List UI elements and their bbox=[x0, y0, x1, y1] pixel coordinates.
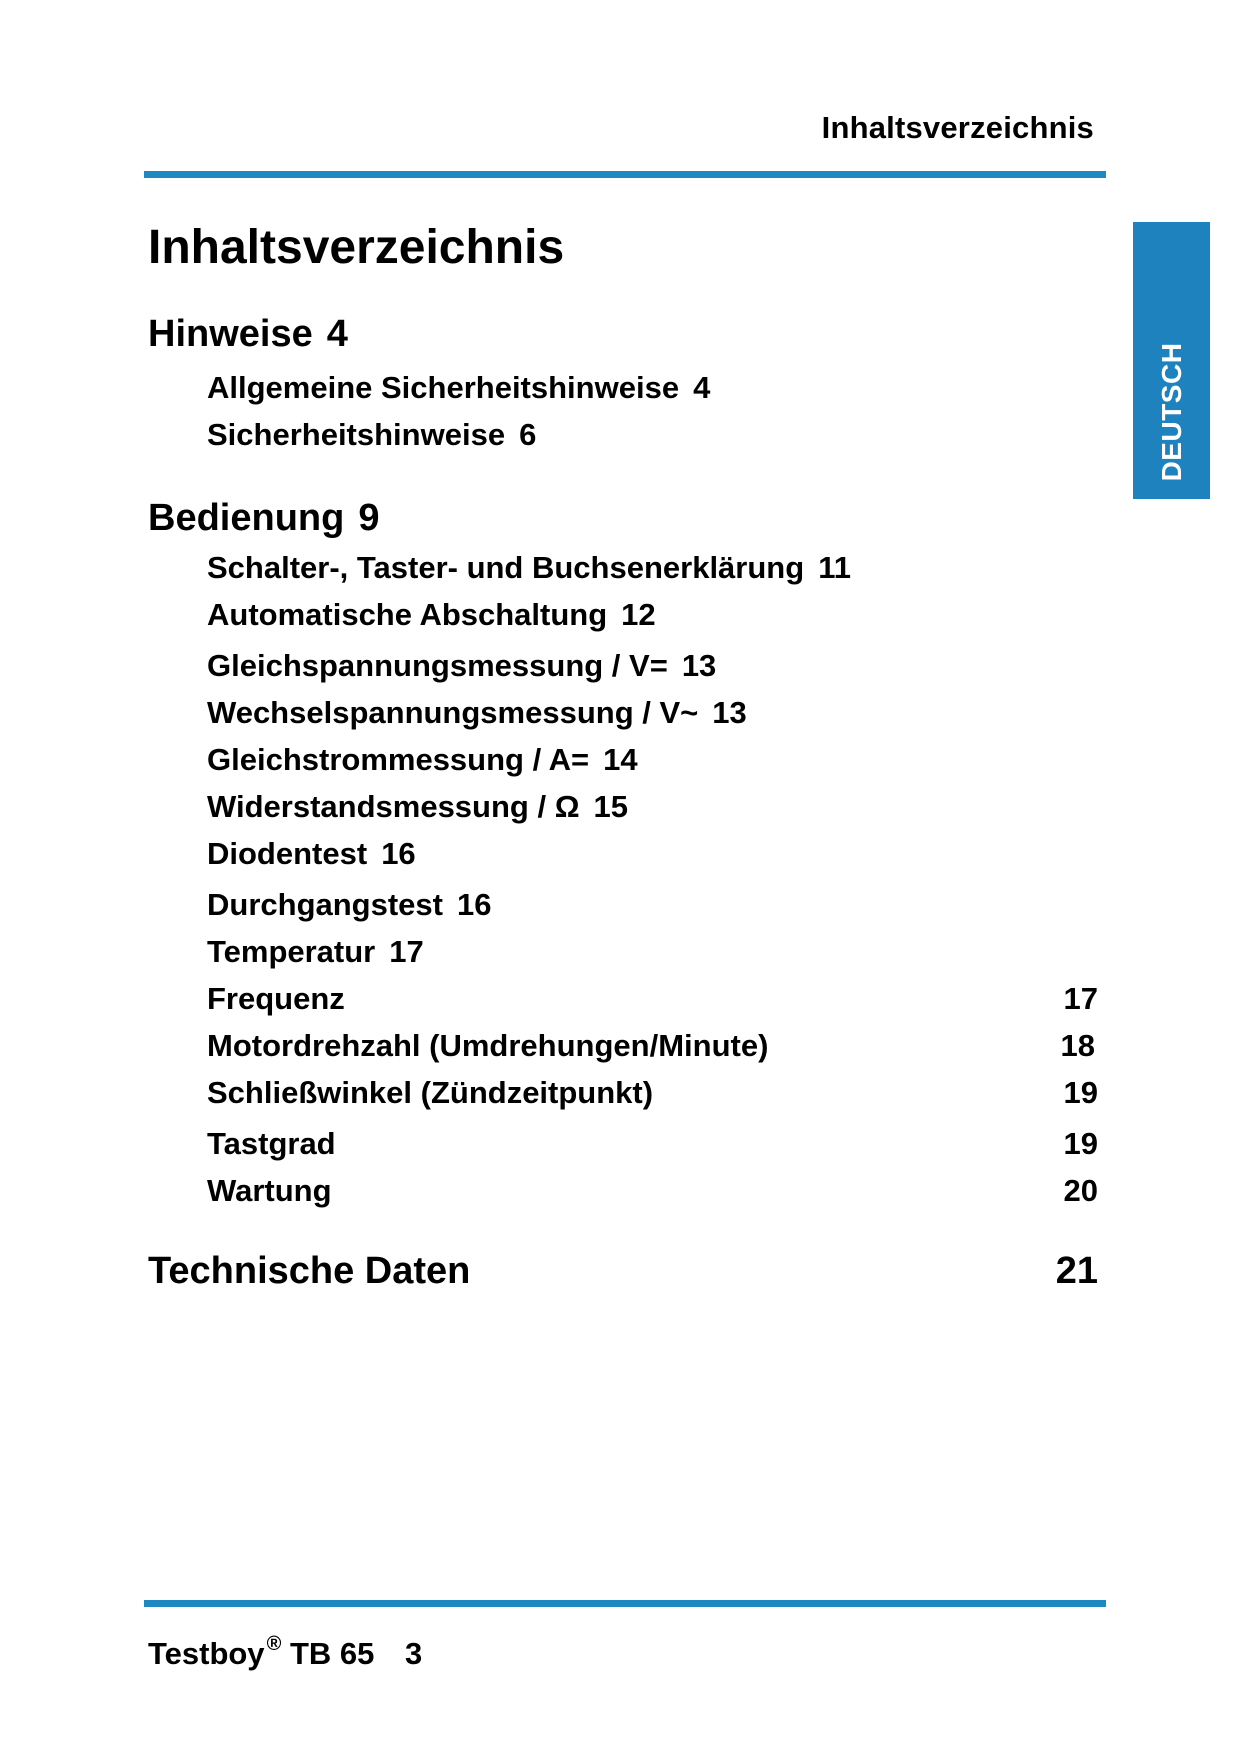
page-title: Inhaltsverzeichnis bbox=[148, 221, 565, 274]
toc-entry[interactable] bbox=[207, 789, 628, 825]
toc-entry-label: Wartung bbox=[207, 1173, 332, 1208]
toc-entry-label: Allgemeine Sicherheitshinweise bbox=[207, 370, 680, 405]
language-tab[interactable] bbox=[1133, 222, 1210, 499]
toc-entry-label: Frequenz bbox=[207, 981, 345, 1016]
toc-section-title: Bedienung bbox=[148, 497, 345, 539]
toc-entry-page: 16 bbox=[456, 887, 492, 922]
footer-model: TB 65 bbox=[289, 1636, 375, 1671]
running-header: Inhaltsverzeichnis bbox=[821, 110, 1094, 145]
toc-entry-page: 12 bbox=[621, 597, 656, 632]
footer-rule bbox=[144, 1600, 1106, 1607]
toc-entry-label: Temperatur bbox=[207, 934, 376, 969]
toc-entry[interactable] bbox=[207, 1028, 768, 1064]
toc-entry-label: Automatische Abschaltung bbox=[207, 597, 608, 632]
toc-entry-label: Widerstandsmessung / Ω bbox=[207, 789, 580, 824]
toc-entry[interactable] bbox=[207, 981, 345, 1017]
toc-entry-label: Gleichstrommessung / A= bbox=[207, 742, 590, 777]
toc-entry-page: 17 bbox=[389, 934, 424, 969]
toc-section-page: 21 bbox=[1055, 1250, 1098, 1292]
toc-section-title: Technische Daten bbox=[148, 1250, 471, 1292]
toc-entry-page: 19 bbox=[1063, 1075, 1098, 1110]
toc-entry-page: 18 bbox=[1060, 1028, 1095, 1063]
footer bbox=[148, 1633, 422, 1672]
toc-entry-page: 16 bbox=[381, 836, 416, 871]
toc-entry[interactable] bbox=[207, 836, 416, 872]
footer-brand: Testboy bbox=[148, 1636, 265, 1671]
toc-entry-label: Wechselspannungsmessung / V~ bbox=[207, 695, 699, 730]
toc-entry[interactable] bbox=[207, 597, 656, 633]
toc-entry-label: Motordrehzahl (Umdrehungen/Minute) bbox=[207, 1028, 769, 1063]
toc-entry-page: 11 bbox=[818, 550, 851, 585]
header-rule bbox=[144, 171, 1106, 178]
toc-entry-label: Sicherheitshinweise bbox=[207, 417, 506, 452]
toc-section-bedienung[interactable] bbox=[148, 497, 379, 540]
toc-section-technische-daten[interactable] bbox=[148, 1250, 470, 1293]
toc-entry-page: 13 bbox=[681, 648, 717, 683]
toc-entry[interactable] bbox=[207, 370, 710, 406]
toc-entry[interactable] bbox=[207, 1173, 332, 1209]
toc-entry-label: Tastgrad bbox=[207, 1126, 336, 1161]
toc-entry[interactable] bbox=[207, 417, 536, 453]
toc-section-page: 4 bbox=[326, 313, 348, 355]
toc-entry[interactable] bbox=[207, 648, 716, 684]
language-tab-label: DEUTSCH bbox=[1155, 342, 1187, 482]
footer-page-number: 3 bbox=[404, 1636, 423, 1671]
toc-entry-page: 14 bbox=[603, 742, 638, 777]
toc-entry[interactable] bbox=[207, 742, 638, 778]
toc-entry-label: Schließwinkel (Zündzeitpunkt) bbox=[207, 1075, 654, 1110]
toc-entry-label: Gleichspannungsmessung / V= bbox=[207, 648, 668, 683]
toc-entry[interactable] bbox=[207, 695, 747, 731]
toc-entry[interactable] bbox=[207, 887, 491, 923]
toc-section-hinweise[interactable] bbox=[148, 313, 348, 356]
registered-mark: ® bbox=[266, 1633, 282, 1655]
toc-entry-page: 15 bbox=[593, 789, 629, 824]
toc-entry-label: Diodentest bbox=[207, 836, 368, 871]
toc-entry-page: 20 bbox=[1063, 1173, 1098, 1208]
toc-section-page: 9 bbox=[358, 497, 380, 539]
toc-entry-label: Schalter-, Taster- und Buchsenerklärung bbox=[207, 550, 805, 585]
toc-entry[interactable] bbox=[207, 550, 851, 586]
toc-section-title: Hinweise bbox=[148, 313, 313, 355]
toc-entry-page: 17 bbox=[1063, 981, 1098, 1016]
toc-entry-label: Durchgangstest bbox=[207, 887, 443, 922]
toc-entry[interactable] bbox=[207, 1075, 653, 1111]
toc-entry[interactable] bbox=[207, 934, 424, 970]
toc-entry-page: 13 bbox=[712, 695, 747, 730]
toc-entry-page: 6 bbox=[519, 417, 537, 452]
toc-entry-page: 19 bbox=[1063, 1126, 1098, 1161]
toc-entry[interactable] bbox=[207, 1126, 336, 1162]
toc-entry-page: 4 bbox=[693, 370, 711, 405]
